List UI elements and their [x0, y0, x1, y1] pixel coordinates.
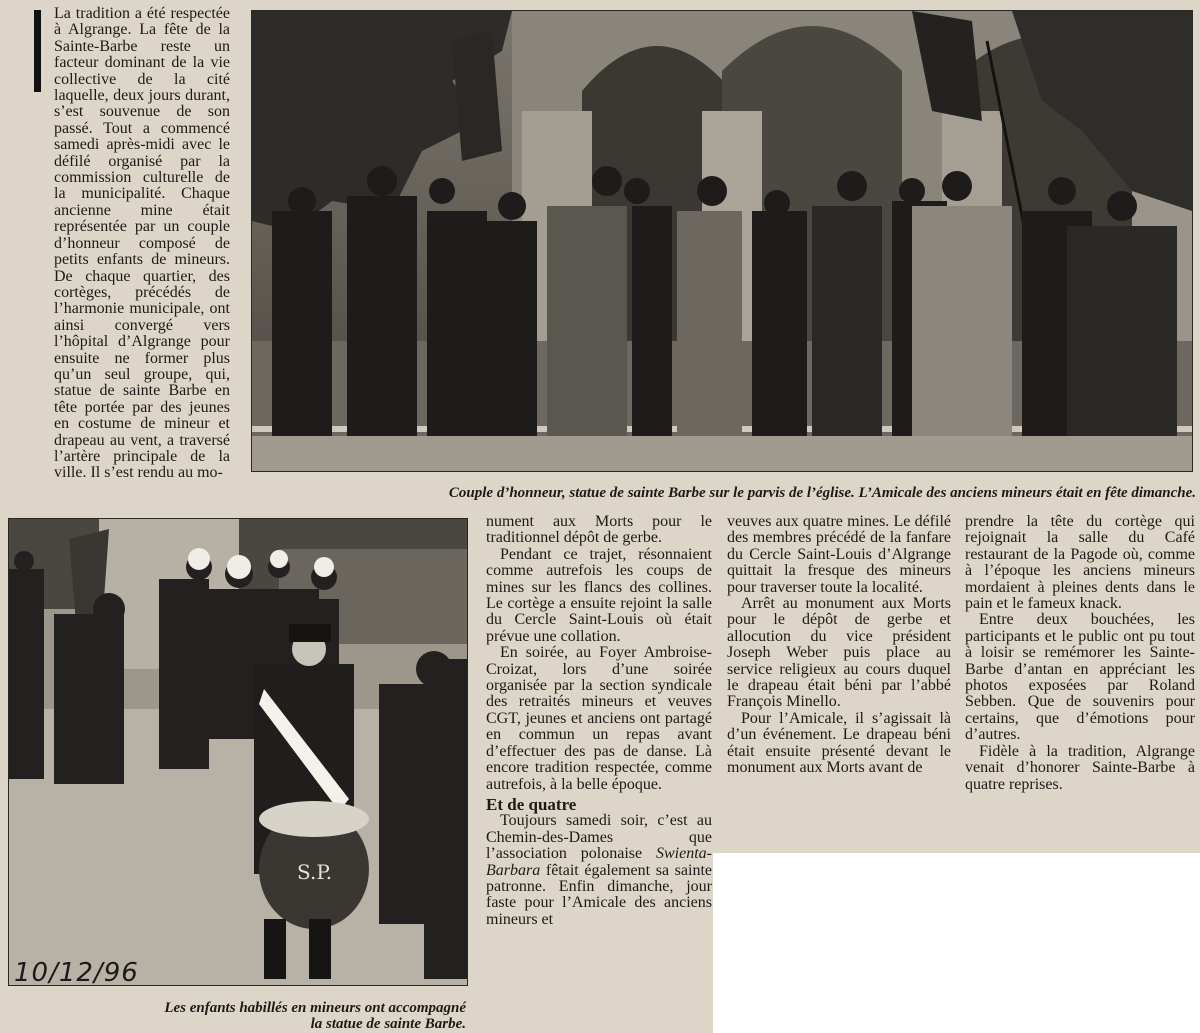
association-name: Swienta-Barbara — [486, 845, 712, 879]
article-lead-paragraph: La tradition a été respectée à Algrange. La fête de la Sainte-Barbe reste un facteur dominant de la vie collective de la cité laquelle, deux jours durant, s’est souvenue de son passé. Tout a commencé samedi après-midi avec le défilé organisé par la commission culturelle de la municipalité. Chaque ancienne mine était représentée par un couple d’honneur composé de petits enfants de mineurs. De chaque quartier, des cortèges, précédés de l’harmonie municipale, ont ainsi convergé vers l’hôpital d’Algrange pour ensuite ne former plus qu’un seul groupe, qui, statue de sainte Barbe en tête portée par des jeunes en costume de mineur et drapeau au vent, a traversé l’artère principale de la ville. Il s’est rendu au mo- — [54, 5, 230, 482]
paragraph: veuves aux quatre mines. Le défilé des membres précédé de la fanfare du Cercle Saint-Louis d’Algrange quittait la fresque des mineurs pour traverser toute la localité. — [727, 513, 951, 596]
bottom-photo-caption — [8, 1000, 466, 1032]
paragraph: Arrêt au monument aux Morts pour le dépôt de gerbe et allocution du vice président Joseph Weber puis place au service religieux au cours duquel le drapeau était béni par l’abbé François Minello. — [727, 595, 951, 711]
article-column-4 — [965, 514, 1195, 793]
paragraph: Fidèle à la tradition, Algrange venait d’honorer Sainte-Barbe à quatre reprises. — [965, 742, 1195, 793]
top-photo-caption: Couple d’honneur, statue de sainte Barbe sur le parvis de l’église. L’Amicale des anciens mineurs était en fête dimanche. — [448, 485, 1196, 501]
handwritten-date: 10/12/96 — [14, 958, 139, 988]
paragraph: nument aux Morts pour le traditionnel dépôt de gerbe. — [486, 513, 712, 547]
paragraph-text: fêtait également sa sainte patronne. Enfin dimanche, jour faste pour l’Amicale des anciens mineurs et — [486, 861, 712, 928]
paragraph: Pour l’Amicale, il s’agissait là d’un événement. Le drapeau béni était ensuite présenté devant le monument aux Morts avant de — [727, 709, 951, 777]
paragraph — [486, 813, 712, 928]
bottom-caption-line-1: Les enfants habillés en mineurs ont accompagné — [164, 1000, 466, 1016]
paragraph: prendre la tête du cortège qui rejoignait la salle du Café restaurant de la Pagode où, comme à l’époque les anciens mineurs mordaient à pleines dents dans le pain et le fameux knack. — [965, 513, 1195, 613]
article-column-3 — [727, 514, 951, 777]
paragraph: En soirée, au Foyer Ambroise-Croizat, lors d’une soirée organisée par la section syndicale des retraités mineurs et veuves CGT, jeunes et anciens ont partagé en commun un repas avant d’effectuer des pas de danse. Là encore tradition respectée, comme autrefois, à la belle époque. — [486, 644, 712, 793]
article-column-2 — [486, 514, 712, 928]
bottom-caption-line-2: la statue de sainte Barbe. — [310, 1016, 466, 1032]
paragraph-text: Toujours samedi soir, c’est au Chemin-des-Dames que l’association polonaise — [486, 812, 712, 863]
paragraph: Entre deux bouchées, les participants et le public ont pu tout à loisir se remémorer les Sainte-Barbe d’antan en appréciant les photos exposées par Roland Sebben. Que de souvenirs pour certains, que d’émotions pour d’autres. — [965, 611, 1195, 744]
church-square-photo — [251, 10, 1193, 472]
lead-marker-bar — [34, 10, 41, 92]
blank-area — [713, 853, 1200, 1033]
article-column-1 — [8, 6, 230, 482]
drum-label: S.P. — [297, 860, 333, 884]
paragraph: Pendant ce trajet, résonnaient comme autrefois les coups de mines sur les flancs des collines. Le cortège a ensuite rejoint la salle du Cercle Saint-Louis où était prévue une collation. — [486, 545, 712, 645]
children-miners-photo — [8, 518, 468, 986]
section-subheading: Et de quatre — [486, 794, 577, 814]
